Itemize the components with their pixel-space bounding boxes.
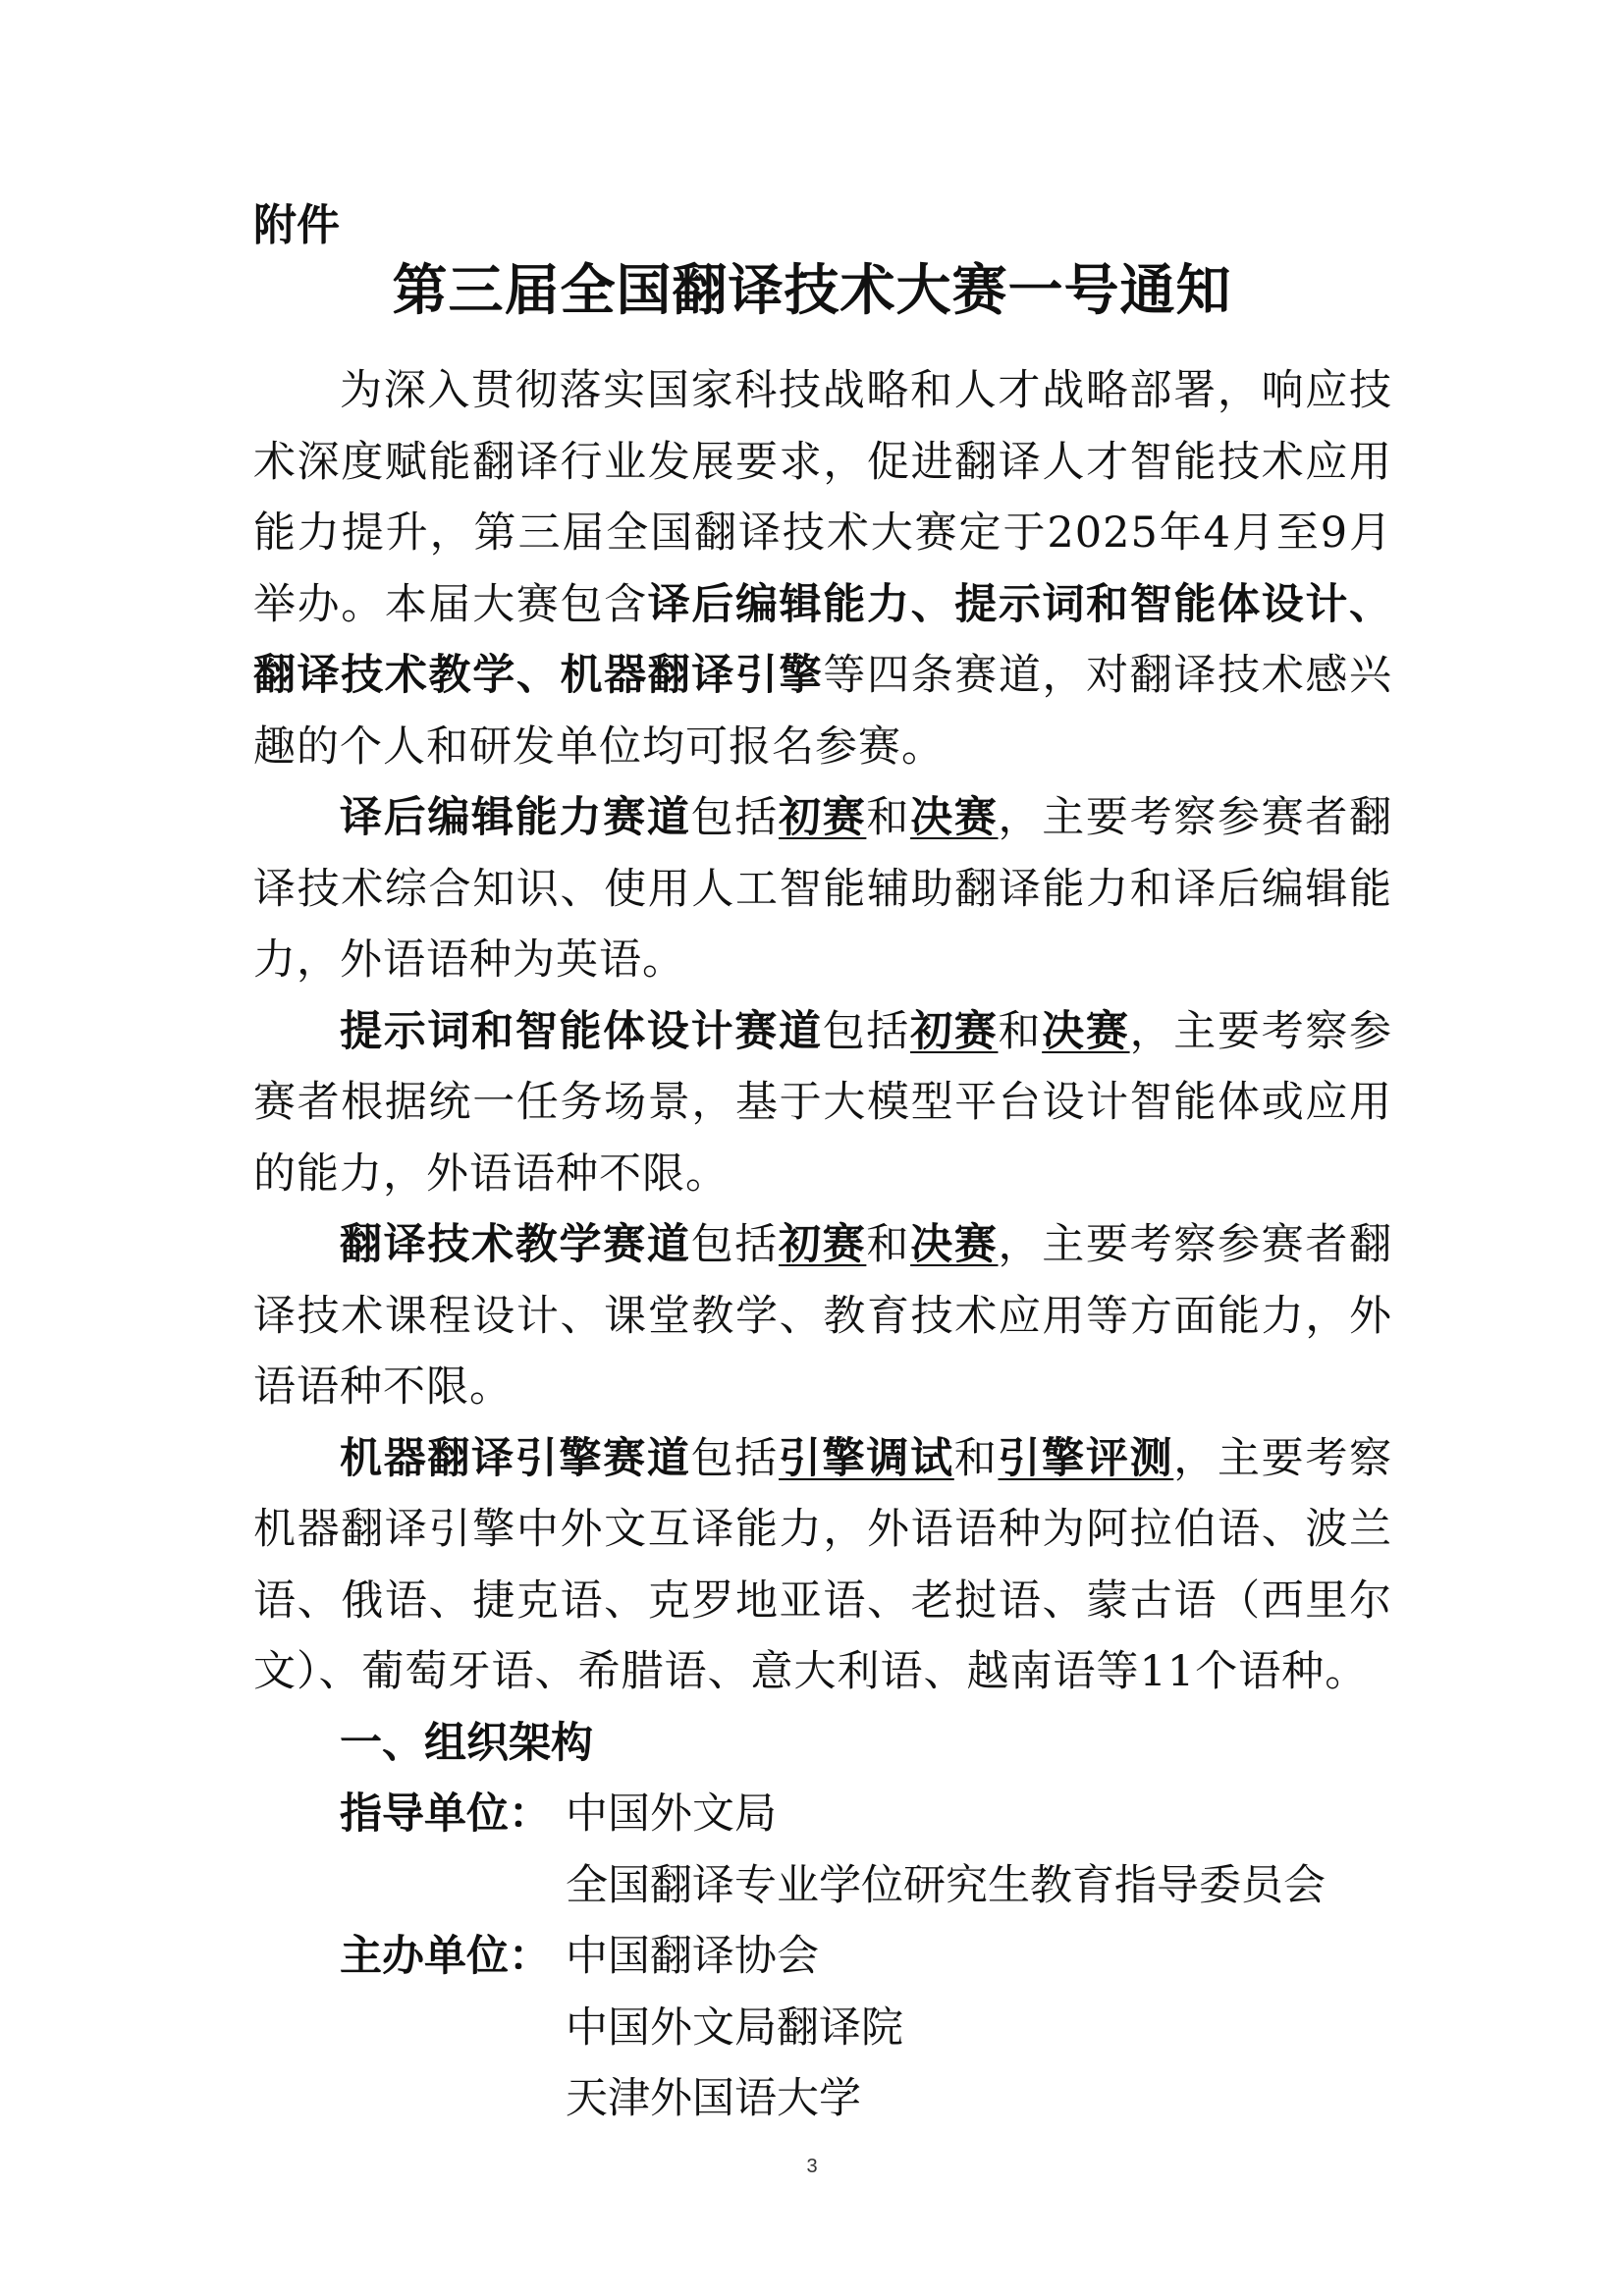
track-text: 包括: [690, 793, 779, 842]
track-text: 包括: [822, 1006, 911, 1056]
track-text: 包括: [690, 1433, 779, 1483]
track-paragraph-mt-engine: [253, 1423, 1392, 1708]
track-name: 机器翻译引擎赛道: [340, 1433, 691, 1483]
section-heading: 一、组织架构: [340, 1718, 593, 1768]
track-paragraph-teaching: [253, 1209, 1392, 1423]
track-text: ，主要考察参赛者根据统一任务场景，基于大模型平台设计智能体或应用的能力，外语语种不限。: [253, 1006, 1393, 1199]
track-text: 和: [998, 1006, 1043, 1056]
intro-paragraph: [253, 355, 1392, 782]
document-body: [253, 355, 1392, 2135]
track-paragraph-post-editing: [253, 782, 1392, 996]
stage-label: 初赛: [778, 1220, 867, 1269]
page-number: 3: [806, 2156, 818, 2177]
stage-label: 初赛: [778, 793, 867, 842]
track-text: 包括: [690, 1220, 779, 1269]
unit-name: 全国翻译专业学位研究生教育指导委员会: [566, 1860, 1326, 1910]
track-name: 提示词和智能体设计赛道: [340, 1006, 823, 1056]
document-title: 第三届全国翻译技术大赛一号通知: [392, 258, 1232, 323]
unit-name: 中国外文局翻译院: [566, 2002, 903, 2053]
host-units: [566, 1921, 1392, 2135]
track-paragraph-prompt-agent: [253, 996, 1392, 1210]
intro-text-1: 为深入贯彻落实国家科技战略和人才战略部署，响应技术深度赋能翻译行业发展要求，促进翻译人才智能技术应用能力提升，第三届全国翻译技术大赛定于2025年4月至9月举办。本届大赛包含: [253, 366, 1392, 629]
stage-label: 决赛: [910, 1220, 999, 1269]
guide-units: [566, 1779, 1392, 1921]
guide-units-row: [253, 1779, 1392, 1921]
track-text: ，主要考察参赛者翻译技术课程设计、课堂教学、教育技术应用等方面能力，外语语种不限。: [253, 1220, 1393, 1412]
track-name: 译后编辑能力赛道: [340, 793, 691, 842]
track-text: ，主要考察参赛者翻译技术综合知识、使用人工智能辅助翻译能力和译后编辑能力，外语语种为英语。: [253, 793, 1393, 985]
intro-text-2: 等四条赛道，对翻译技术感兴趣的个人和研发单位均可报名参赛。: [253, 651, 1393, 772]
stage-label: 初赛: [910, 1006, 999, 1056]
track-name: 翻译技术教学赛道: [340, 1220, 691, 1269]
stage-label: 决赛: [910, 793, 999, 842]
unit-name: 中国翻译协会: [566, 1932, 819, 1981]
track-text: 和: [866, 1220, 911, 1269]
stage-label: 引擎调试: [778, 1433, 954, 1483]
host-units-row: [253, 1921, 1392, 2135]
stage-label: 决赛: [1042, 1006, 1130, 1056]
track-text: 和: [953, 1433, 999, 1483]
unit-name: 中国外文局: [566, 1789, 777, 1839]
unit-name: 天津外国语大学: [566, 2074, 861, 2123]
intro-tracks-bold: 译后编辑能力、提示词和智能体设计、翻译技术教学、机器翻译引擎: [253, 579, 1393, 700]
track-text: 和: [866, 793, 911, 842]
track-text: ，主要考察机器翻译引擎中外文互译能力，外语语种为阿拉伯语、波兰语、俄语、捷克语、克罗地亚语、老挝语、蒙古语（西里尔文）、葡萄牙语、希腊语、意大利语、越南语等11个语种。: [253, 1433, 1393, 1696]
host-label: 主办单位：: [340, 1932, 551, 1981]
guide-label: 指导单位：: [340, 1789, 551, 1839]
stage-label: 引擎评测: [998, 1433, 1174, 1483]
attachment-label: 附件: [253, 200, 340, 250]
